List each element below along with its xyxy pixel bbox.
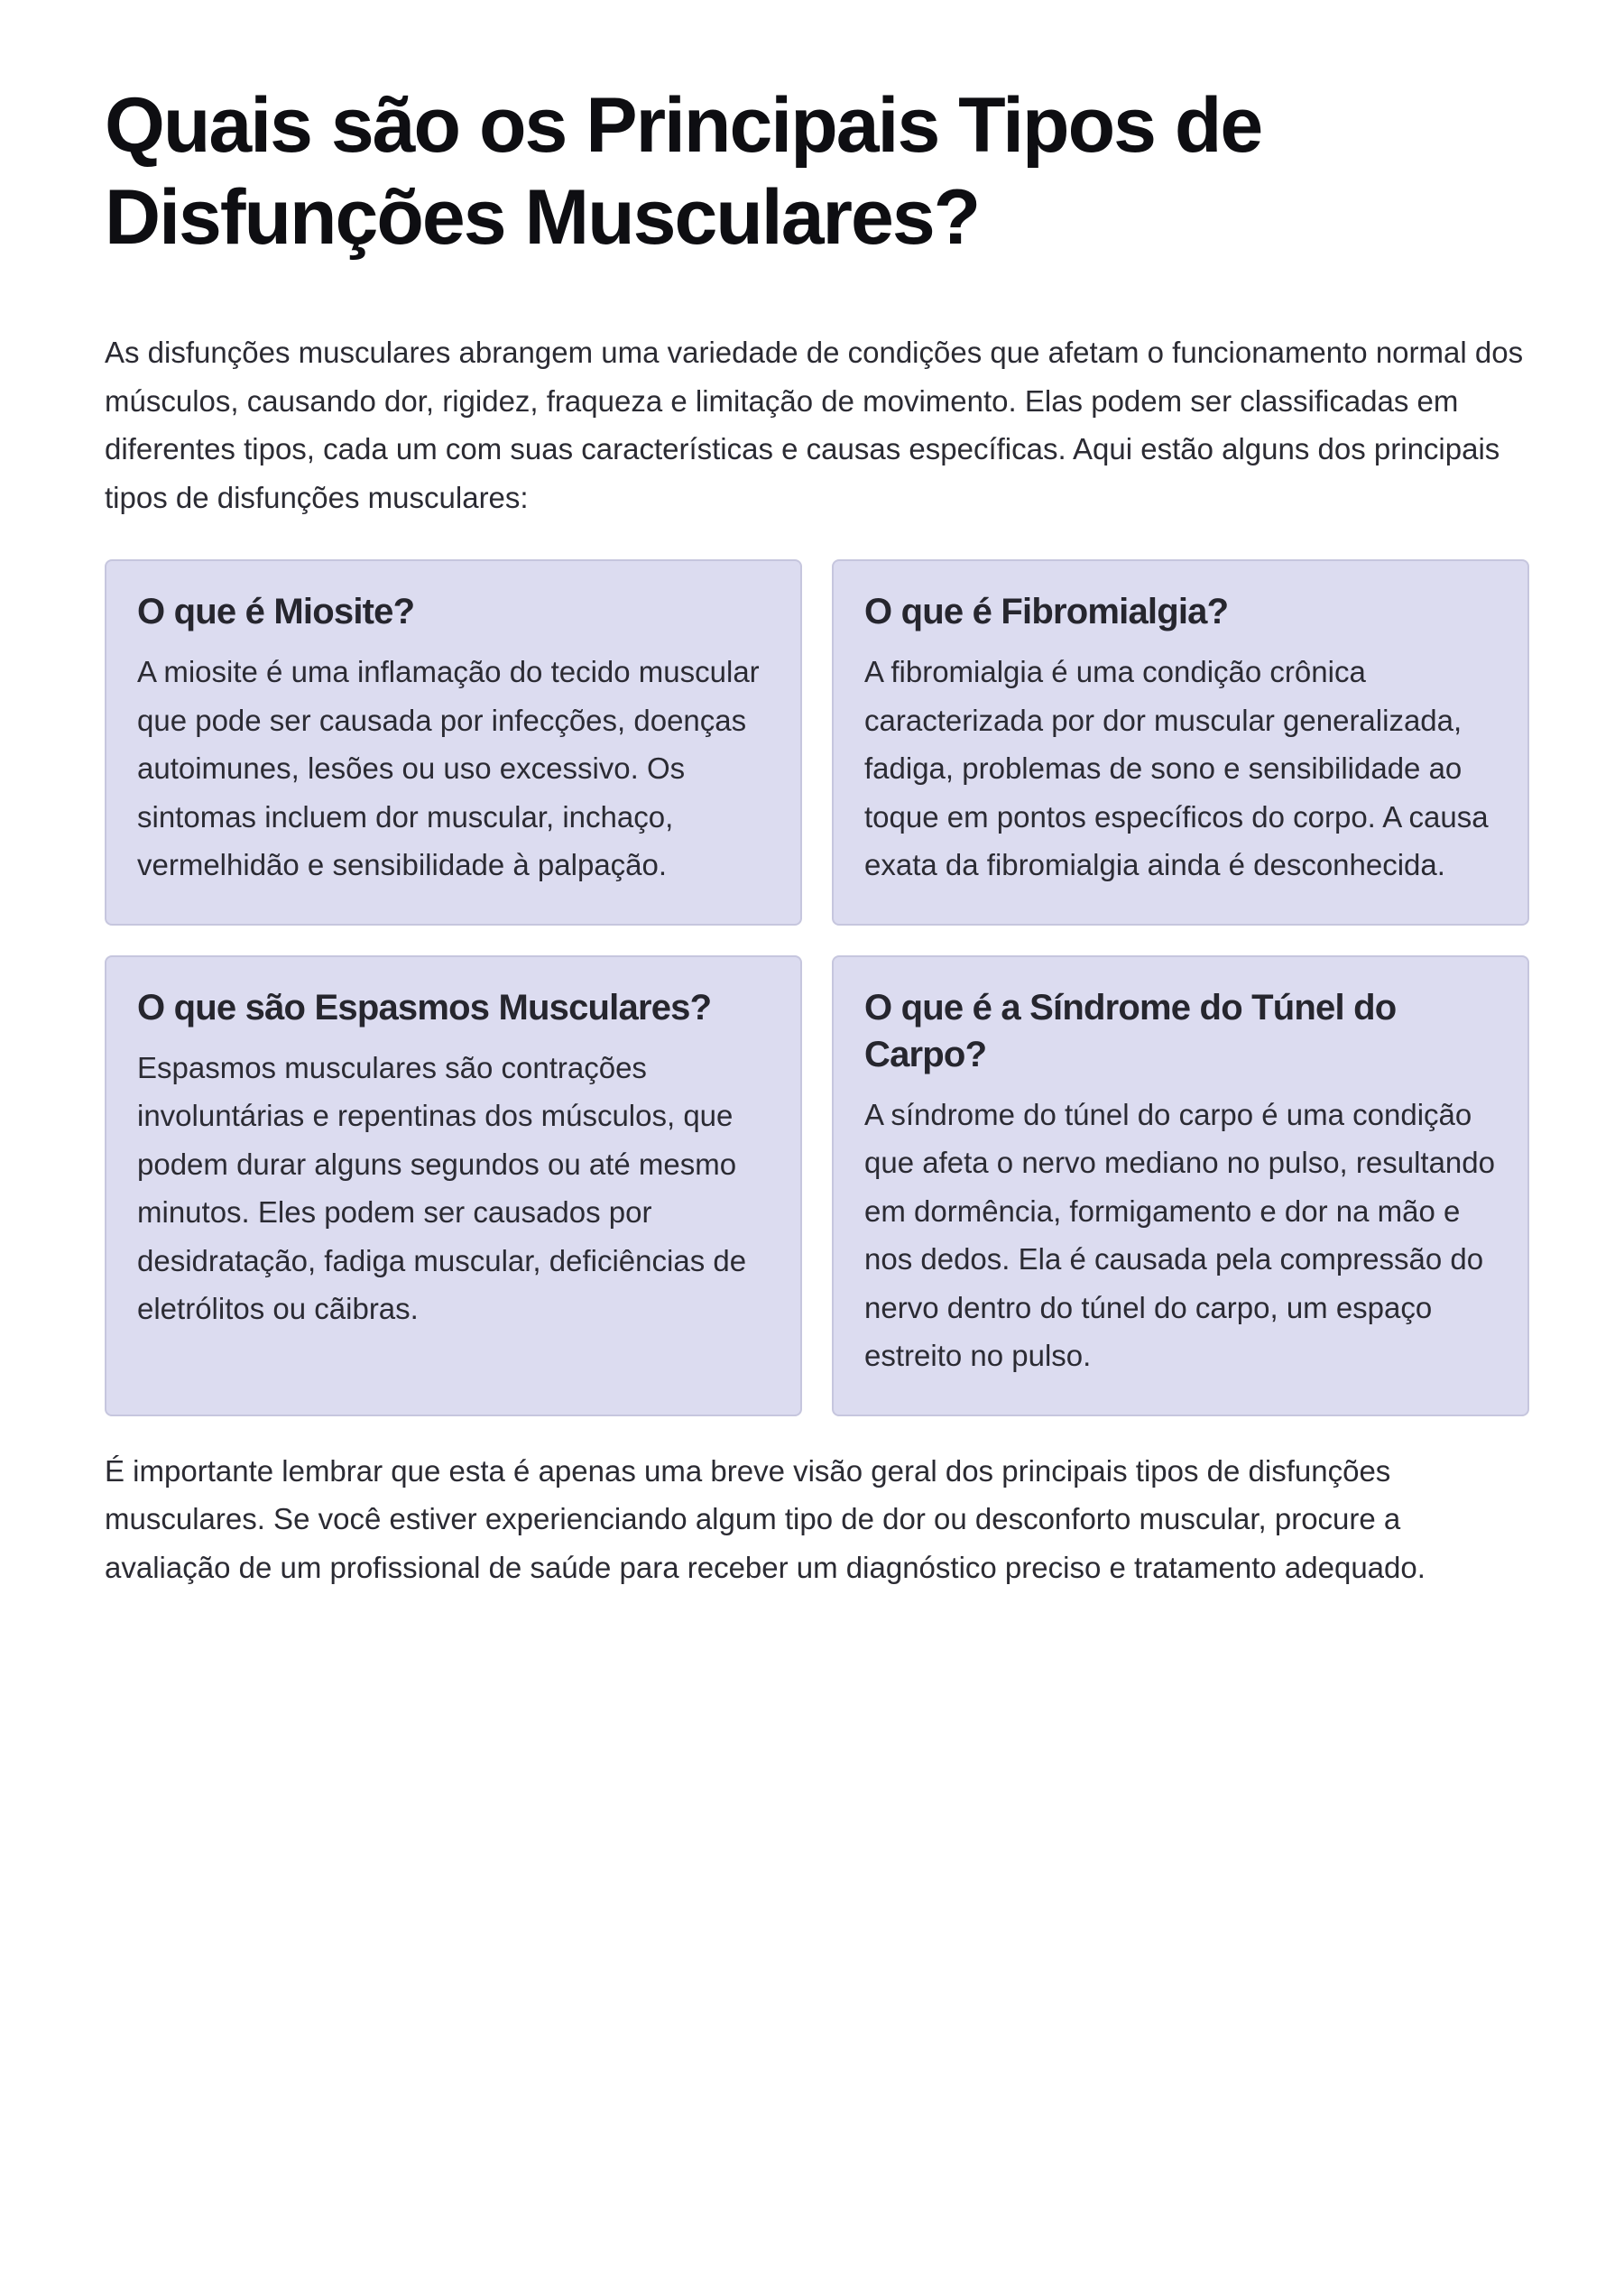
page-title: Quais são os Principais Tipos de Disfunções Musculares? <box>105 82 1262 261</box>
document-page <box>105 79 1530 1591</box>
card-fibromialgia <box>832 559 1529 926</box>
card-title: O que são Espasmos Musculares? <box>137 987 712 1028</box>
closing-paragraph: É importante lembrar que esta é apenas uma breve visão geral dos principais tipos de disfunções musculares. Se você estiver experienciando algum tipo de dor ou desconforto muscular, procure a avaliação de um profissional de saúde para receber um diagnóstico preciso e tratamento adequado. <box>105 1453 1426 1584</box>
card-text: A miosite é uma inflamação do tecido muscular que pode ser causada por infecções, doenças autoimunes, lesões ou uso excessivo. Os sintomas incluem dor muscular, inchaço, vermelhidão e sensibilidade à palpação. <box>137 655 760 881</box>
card-text: A fibromialgia é uma condição crônica caracterizada por dor muscular generalizada, fadiga, problemas de sono e sensibilidade ao toque em pontos específicos do corpo. A causa exata da fibromialgia ainda é desconhecida. <box>864 655 1489 881</box>
card-espasmos-musculares <box>105 955 802 1416</box>
card-miosite <box>105 559 802 926</box>
card-text: Espasmos musculares são contrações involuntárias e repentinas dos músculos, que podem durar alguns segundos ou até mesmo minutos. Eles podem ser causados por desidratação, fadiga muscular, deficiências de eletrólitos ou cãibras. <box>137 1050 747 1325</box>
card-title: O que é Miosite? <box>137 592 415 631</box>
card-tunel-do-carpo <box>832 955 1529 1416</box>
card-title: O que é Fibromialgia? <box>864 592 1229 631</box>
intro-paragraph: As disfunções musculares abrangem uma variedade de condições que afetam o funcionamento normal dos músculos, causando dor, rigidez, fraqueza e limitação de movimento. Elas podem ser classificadas em diferentes tipos, cada um com suas características e causas específicas. Aqui estão alguns dos principais tipos de disfunções musculares: <box>105 336 1524 514</box>
card-text: A síndrome do túnel do carpo é uma condição que afeta o nervo mediano no pulso, resultando em dormência, formigamento e dor na mão e nos dedos. Ela é causada pela compressão do nervo dentro do túnel do carpo, um espaço estreito no pulso. <box>864 1097 1495 1372</box>
cards-grid <box>105 559 1530 1416</box>
card-title: O que é a Síndrome do Túnel do Carpo? <box>864 987 1397 1074</box>
